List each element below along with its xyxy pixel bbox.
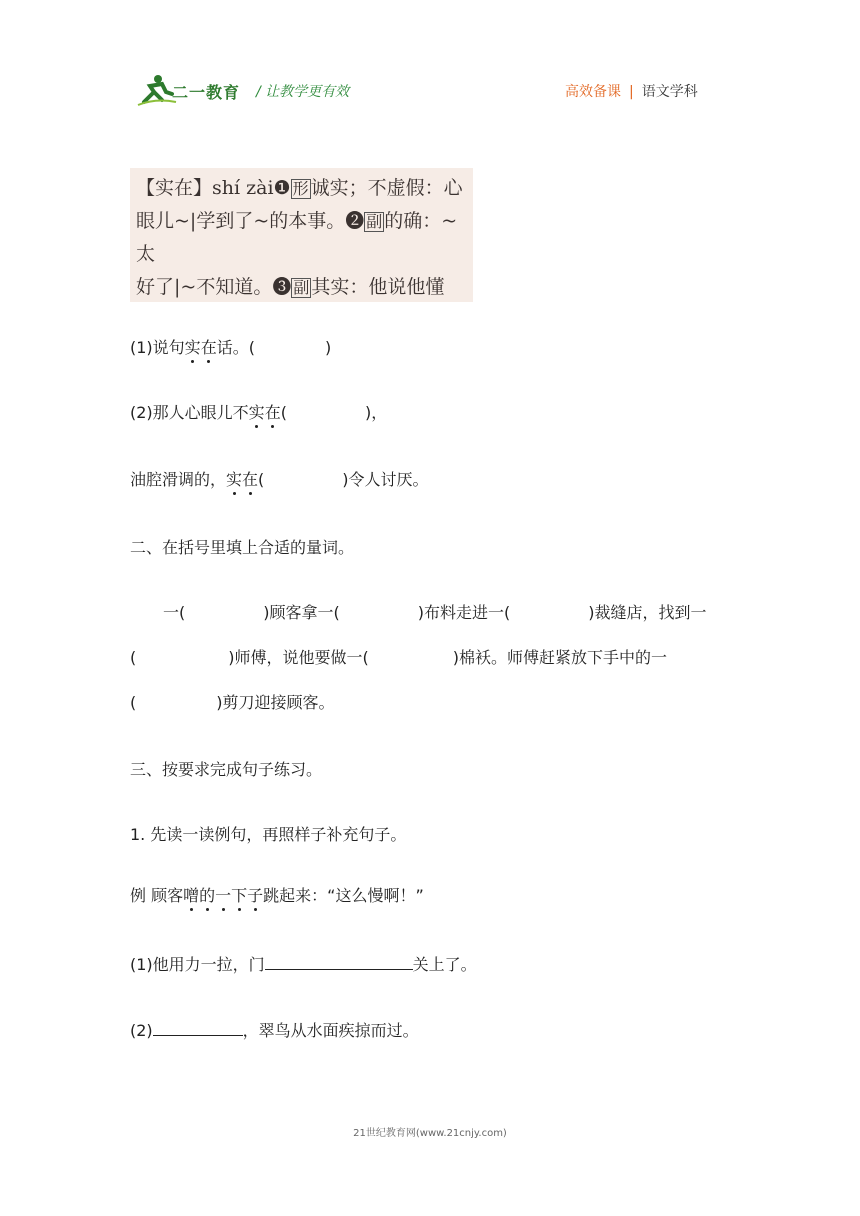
header-right [565,81,698,101]
exercise-1: (1)他用力一拉，门 关上了。 [130,955,477,974]
pos-box: 形 [292,179,309,198]
header-tag-prep: 高效备课 [565,84,621,100]
answer-underline[interactable] [153,1021,243,1036]
logo-text: 二一教育 [172,83,241,102]
exercise-2: (2) ，翠鸟从水面疾掠而过。 [130,1021,419,1040]
header-slogan: / 让教学更有效 [256,84,350,100]
dict-line-2: 眼儿~|学到了~的本事。❷ 副 的确：~太 [136,210,458,265]
measure-word-line-3: ( )剪刀迎接顾客。 [130,693,335,712]
page-footer: 21世纪教育网(www.21cnjy.com) [353,1128,507,1139]
page-header [0,0,860,130]
example-sentence: 例 顾客噌的一下子跳起来：“这么慢啊！” [130,883,424,906]
section-3-title: 三、按要求完成句子练习。 [130,760,323,779]
question-2: (2)那人心眼儿不实在( )， [130,400,387,423]
subtask-1: 1. 先读一读例句，再照样子补充句子。 [130,825,407,844]
measure-word-line-2: ( )师傅，说他要做一( )棉袄。师傅赶紧放下手中的一 [130,648,667,667]
header-separator: | [629,84,634,100]
pos-box: 副 [366,212,383,231]
header-tag-subject: 语文学科 [641,84,698,100]
question-1: (1)说句实在话。( ) [130,335,331,358]
measure-word-line-1: 一( )顾客拿一( )布料走进一( )裁缝店，找到一 [163,603,707,622]
dict-line-1: 【实在】shí zài❶ 形 诚实；不虚假：心 [136,177,463,199]
section-2-title: 二、在括号里填上合适的量词。 [130,538,355,557]
dictionary-entry-image [130,168,473,302]
pos-box: 副 [293,278,310,297]
dict-line-3: 好了|~不知道。❸ 副 其实：他说他懂 [136,276,445,298]
answer-underline[interactable] [265,955,413,970]
question-3: 油腔滑调的，实在( )令人讨厌。 [130,467,429,490]
